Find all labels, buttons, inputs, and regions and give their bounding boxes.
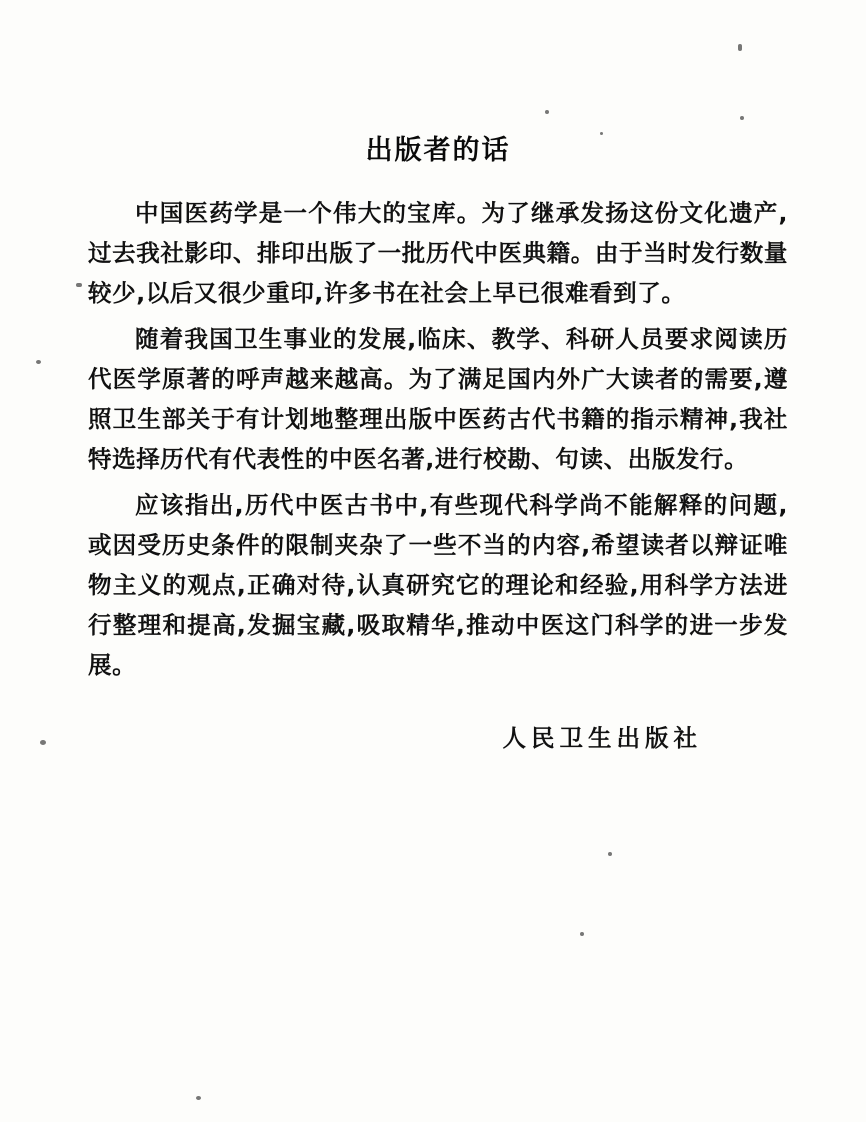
scan-speck [76, 283, 82, 287]
page-content [88, 128, 788, 753]
scan-speck [36, 360, 41, 364]
page-title: 出版者的话 [365, 135, 511, 166]
scan-speck [738, 44, 742, 51]
scan-speck [40, 740, 46, 745]
scan-speck [740, 116, 744, 120]
scan-speck [608, 852, 612, 856]
scan-speck [545, 110, 549, 114]
scan-speck [580, 932, 584, 936]
body-paragraph: 中国医药学是一个伟大的宝库。为了继承发扬这份文化遗产,过去我社影印、排印出版了一批历代中医典籍。由于当时发行数量较少,以后又很少重印,许多书在社会上早已很难看到了。 [88, 199, 788, 307]
scan-speck [196, 1096, 201, 1100]
body-paragraph: 应该指出,历代中医古书中,有些现代科学尚不能解释的问题,或因受历史条件的限制夹杂了一些不当的内容,希望读者以辩证唯物主义的观点,正确对待,认真研究它的理论和经验,用科学方法进行整理和提高,发掘宝藏,吸取精华,推动中医这门科学的进一步发展。 [88, 491, 788, 679]
body-paragraph: 随着我国卫生事业的发展,临床、教学、科研人员要求阅读历代医学原著的呼声越来越高。为了满足国内外广大读者的需要,遵照卫生部关于有计划地整理出版中医药古代书籍的指示精神,我社特选择历代有代表性的中医名著,进行校勘、句读、出版发行。 [88, 325, 788, 473]
publisher-signature: 人民卫生出版社 [502, 724, 702, 752]
